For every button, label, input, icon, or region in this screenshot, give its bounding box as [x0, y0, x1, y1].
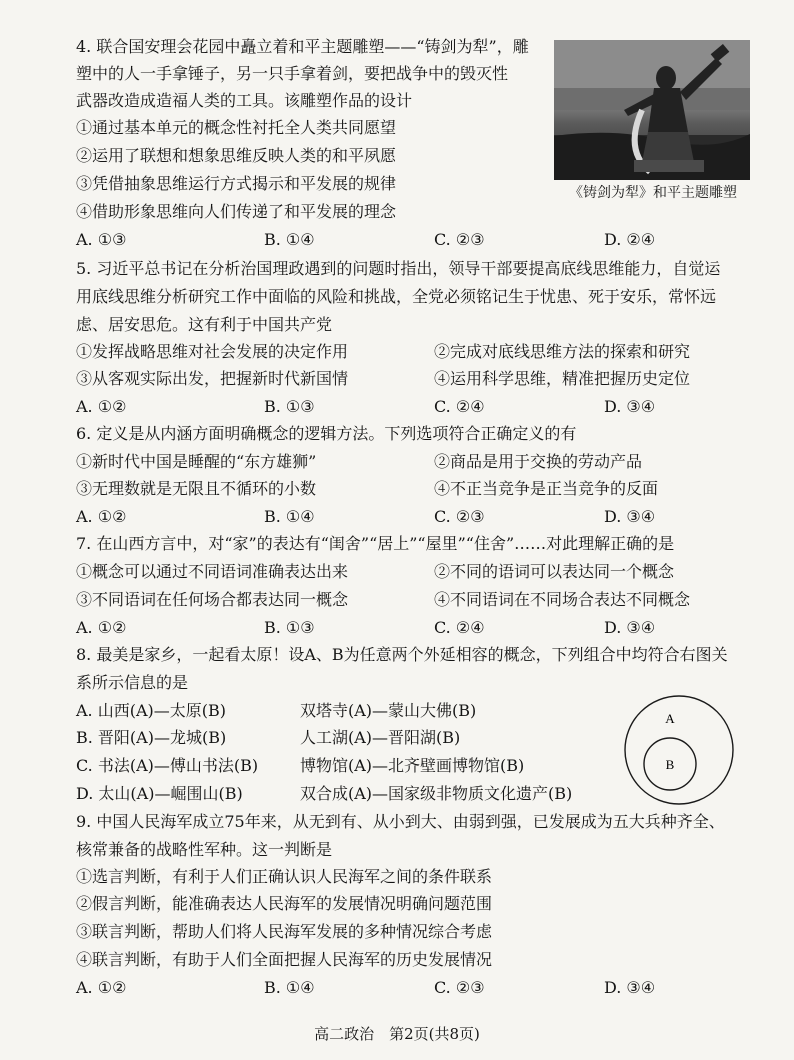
q8-option-a-right: 双塔寺(A)—蒙山大佛(B) [300, 701, 477, 720]
q9-item-4: ④联言判断，有助于人们全面把握人民海军的历史发展情况 [76, 950, 493, 969]
option-a: A. ①③ [76, 230, 127, 249]
q5-item-3: ③从客观实际出发，把握新时代新国情 [76, 369, 349, 388]
q4-line-2: 塑中的人一手拿锤子，另一只手拿着剑，要把战争中的毁灭性 [76, 64, 509, 83]
q5-line-3: 虑、居安思危。这有利于中国共产党 [76, 315, 333, 334]
q8-option-c-right: 博物馆(A)—北齐壁画博物馆(B) [300, 756, 525, 775]
q8-option-b-left: B. 晋阳(A)—龙城(B) [76, 728, 227, 747]
q6-line-1: 6. 定义是从内涵方面明确概念的逻辑方法。下列选项符合正确定义的有 [76, 424, 577, 443]
q9-item-3: ③联言判断，帮助人们将人民海军发展的多种情况综合考虑 [76, 922, 493, 941]
q8-line-2: 系所示信息的是 [76, 673, 189, 692]
option-b: B. ①③ [264, 397, 315, 416]
q8-option-a-left: A. 山西(A)—太原(B) [76, 701, 227, 720]
q5-item-1: ①发挥战略思维对社会发展的决定作用 [76, 342, 349, 361]
q6-item-2: ②商品是用于交换的劳动产品 [434, 452, 643, 471]
q5-line-1: 5. 习近平总书记在分析治国理政遇到的问题时指出，领导干部要提高底线思维能力，自觉运 [76, 259, 721, 278]
q7-item-3: ③不同语词在任何场合都表达同一概念 [76, 590, 349, 609]
q8-option-d-left: D. 太山(A)—崛围山(B) [76, 784, 243, 803]
q9-item-2: ②假言判断，能准确表达人民海军的发展情况明确问题范围 [76, 894, 493, 913]
q7-line-1: 7. 在山西方言中，对“家”的表达有“闺舍”“居上”“屋里”“住舍”……对此理解正确的是 [76, 534, 675, 553]
q8-option-b-right: 人工湖(A)—晋阳湖(B) [300, 728, 461, 747]
q4-line-1: 4. 联合国安理会花园中矗立着和平主题雕塑——“铸剑为犁”，雕 [76, 37, 529, 56]
q5-item-2: ②完成对底线思维方法的探索和研究 [434, 342, 691, 361]
outer-circle-label: A [665, 711, 675, 726]
option-d: D. ③④ [604, 618, 656, 637]
q7-item-2: ②不同的语词可以表达同一个概念 [434, 562, 675, 581]
q4-item-2: ②运用了联想和想象思维反映人类的和平夙愿 [76, 146, 397, 165]
option-d: D. ②④ [604, 230, 656, 249]
q5-item-4: ④运用科学思维，精准把握历史定位 [434, 369, 691, 388]
q7-item-1: ①概念可以通过不同语词准确表达出来 [76, 562, 349, 581]
q4-item-1: ①通过基本单元的概念性衬托全人类共同愿望 [76, 118, 397, 137]
q9-line-1: 9. 中国人民海军成立75年来，从无到有、从小到大、由弱到强，已发展成为五大兵种齐全、 [76, 812, 725, 831]
option-a: A. ①② [76, 507, 127, 526]
q4-item-4: ④借助形象思维向人们传递了和平发展的理念 [76, 202, 397, 221]
option-d: D. ③④ [604, 978, 656, 997]
option-b: B. ①④ [264, 978, 315, 997]
option-d: D. ③④ [604, 507, 656, 526]
q6-item-3: ③无理数就是无限且不循环的小数 [76, 479, 317, 498]
q9-item-1: ①选言判断，有利于人们正确认识人民海军之间的条件联系 [76, 867, 493, 886]
q8-line-1: 8. 最美是家乡，一起看太原！设A、B为任意两个外延相容的概念，下列组合中均符合右图关 [76, 645, 728, 664]
q6-item-1: ①新时代中国是睡醒的“东方雄狮” [76, 452, 317, 471]
venn-diagram [612, 694, 746, 806]
option-d: D. ③④ [604, 397, 656, 416]
q7-item-4: ④不同语词在不同场合表达不同概念 [434, 590, 691, 609]
sculpture-photo [554, 40, 750, 180]
option-b: B. ①④ [264, 230, 315, 249]
option-c: C. ②④ [434, 618, 485, 637]
option-c: C. ②③ [434, 978, 485, 997]
q4-item-3: ③凭借抽象思维运行方式揭示和平发展的规律 [76, 174, 397, 193]
q8-option-c-left: C. 书法(A)—傅山书法(B) [76, 756, 259, 775]
q4-line-3: 武器改造成造福人类的工具。该雕塑作品的设计 [76, 91, 413, 110]
option-a: A. ①② [76, 397, 127, 416]
option-c: C. ②③ [434, 230, 485, 249]
option-c: C. ②④ [434, 397, 485, 416]
option-a: A. ①② [76, 978, 127, 997]
page-footer: 高二政治 第2页(共8页) [314, 1025, 480, 1043]
q5-line-2: 用底线思维分析研究工作中面临的风险和挑战，全党必须铭记生于忧患、死于安乐，常怀远 [76, 287, 717, 306]
option-b: B. ①④ [264, 507, 315, 526]
option-c: C. ②③ [434, 507, 485, 526]
inner-circle-label: B [665, 757, 675, 772]
option-a: A. ①② [76, 618, 127, 637]
q6-item-4: ④不正当竞争是正当竞争的反面 [434, 479, 659, 498]
q8-option-d-right: 双合成(A)—国家级非物质文化遗产(B) [300, 784, 573, 803]
q9-line-2: 核常兼备的战略性军种。这一判断是 [76, 840, 333, 859]
option-b: B. ①③ [264, 618, 315, 637]
photo-caption: 《铸剑为犁》和平主题雕塑 [569, 185, 737, 201]
